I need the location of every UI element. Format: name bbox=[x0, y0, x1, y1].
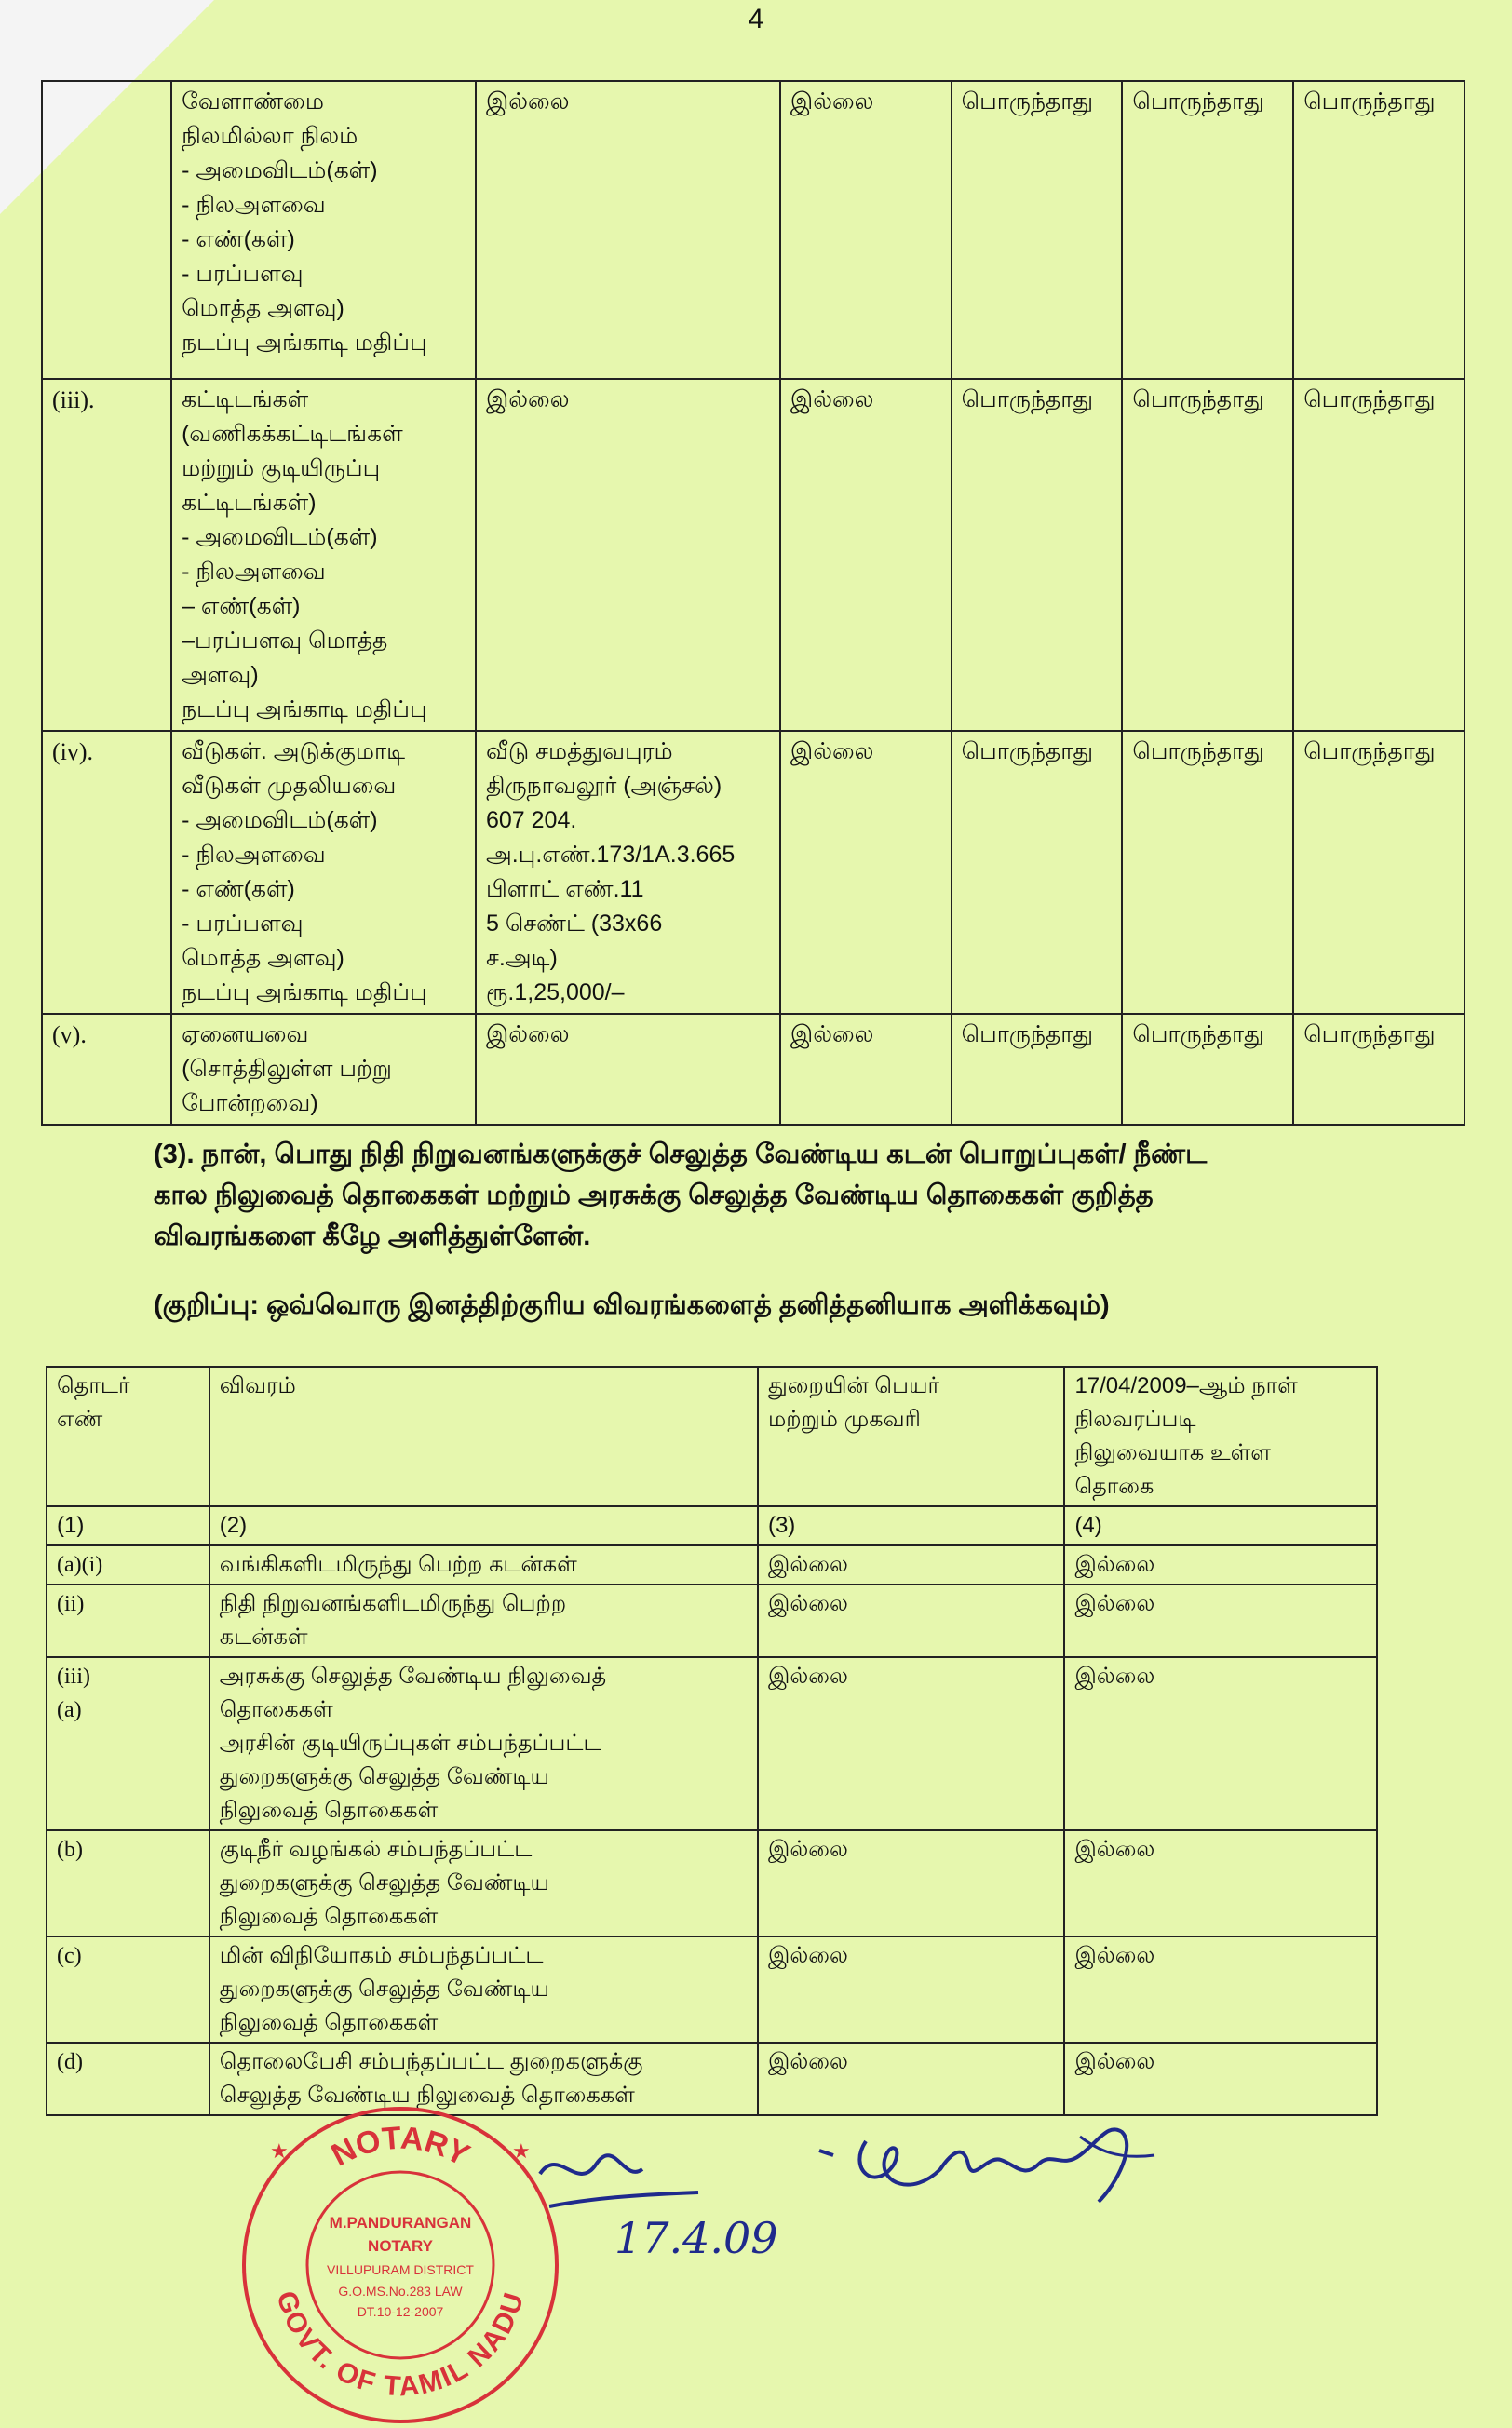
department-line: இல்லை bbox=[767, 2049, 848, 2074]
asset-description-line: நிலமில்லா நிலம் bbox=[182, 123, 358, 149]
cell-value bbox=[1293, 1014, 1465, 1125]
asset-description-line: (சொத்திலுள்ள பற்று bbox=[182, 1056, 392, 1082]
liability-description bbox=[209, 1657, 758, 1830]
amount-line: இல்லை bbox=[1074, 1943, 1155, 1968]
table-row bbox=[42, 1014, 1465, 1125]
column-header-line: 17/04/2009–ஆம் நாள் bbox=[1074, 1373, 1298, 1398]
asset-description-line: மொத்த அளவு) bbox=[182, 295, 344, 321]
cell-value-line: இல்லை bbox=[790, 738, 874, 764]
table-row bbox=[42, 731, 1465, 1014]
liability-description-line: செலுத்த வேண்டிய நிலுவைத் தொகைகள் bbox=[219, 2083, 635, 2108]
liability-description-line: நிதி நிறுவனங்களிடமிருந்து பெற்ற bbox=[219, 1591, 567, 1616]
asset-description-line: - நிலஅளவை bbox=[182, 559, 326, 585]
column-header bbox=[209, 1367, 758, 1506]
asset-description bbox=[171, 731, 476, 1014]
cell-value bbox=[1293, 81, 1465, 379]
asset-detail bbox=[476, 379, 780, 731]
asset-detail-line: வீடு சமத்துவபுரம் bbox=[485, 738, 673, 764]
column-number bbox=[209, 1506, 758, 1545]
amount-line: இல்லை bbox=[1074, 2049, 1155, 2074]
cell-value-line: பொருந்தாது bbox=[1132, 1021, 1264, 1047]
cell-value bbox=[780, 379, 952, 731]
asset-description-line: வீடுகள். அடுக்குமாடி bbox=[182, 738, 405, 764]
asset-description-line: மொத்த அளவு) bbox=[182, 945, 344, 971]
department bbox=[758, 1830, 1064, 1936]
liability-description-line: வங்கிகளிடமிருந்து பெற்ற கடன்கள் bbox=[219, 1552, 577, 1577]
row-number bbox=[42, 81, 171, 379]
column-header-line: மற்றும் முகவரி bbox=[767, 1407, 921, 1432]
asset-description-line: நடப்பு அங்காடி மதிப்பு bbox=[182, 696, 427, 722]
column-number-line: (4) bbox=[1074, 1513, 1102, 1538]
row-number bbox=[47, 1657, 209, 1830]
liability-description-line: குடிநீர் வழங்கல் சம்பந்தப்பட்ட bbox=[219, 1837, 533, 1862]
table-row bbox=[47, 1545, 1377, 1585]
cell-value bbox=[1122, 81, 1293, 379]
cell-value-line: பொருந்தாது bbox=[1132, 386, 1264, 412]
liability-description-line: மின் விநியோகம் சம்பந்தப்பட்ட bbox=[219, 1943, 544, 1968]
handwritten-signature-date bbox=[521, 2137, 801, 2276]
column-number-line: (2) bbox=[219, 1513, 248, 1538]
row-number-line: (b) bbox=[57, 1838, 83, 1862]
cell-value-line: பொருந்தாது bbox=[961, 738, 1094, 764]
row-number-line: (v). bbox=[52, 1021, 87, 1048]
column-number bbox=[1064, 1506, 1377, 1545]
asset-detail-line: இல்லை bbox=[485, 88, 570, 115]
row-number bbox=[42, 731, 171, 1014]
asset-description-line: – எண்(கள்) bbox=[182, 593, 301, 619]
liability-description-line: தொலைபேசி சம்பந்தப்பட்ட துறைகளுக்கு bbox=[219, 2049, 643, 2074]
asset-detail bbox=[476, 1014, 780, 1125]
cell-value-line: பொருந்தாது bbox=[1132, 738, 1264, 764]
asset-description-line: - அமைவிடம்(கள்) bbox=[182, 807, 378, 833]
svg-text:★: ★ bbox=[512, 2139, 531, 2163]
asset-detail-line: ரூ.1,25,000/– bbox=[485, 979, 625, 1005]
cell-value bbox=[780, 81, 952, 379]
asset-description-line: ஏனையவை bbox=[182, 1021, 309, 1047]
stamp-line: M.PANDURANGAN bbox=[329, 2214, 472, 2232]
asset-description-line: - அமைவிடம்(கள்) bbox=[182, 157, 378, 183]
row-number bbox=[47, 1936, 209, 2043]
paragraph-line: கால நிலுவைத் தொகைகள் மற்றும் அரசுக்கு செலுத்த வேண்டிய தொகைகள் குறித்த bbox=[154, 1180, 1154, 1210]
asset-description-line: - பரப்பளவு bbox=[182, 910, 304, 937]
department bbox=[758, 1657, 1064, 1830]
table-row bbox=[47, 1657, 1377, 1830]
cell-value-line: பொருந்தாது bbox=[1132, 88, 1264, 115]
liability-description-line: அரசுக்கு செலுத்த வேண்டிய நிலுவைத் bbox=[219, 1664, 607, 1689]
column-header bbox=[47, 1367, 209, 1506]
amount bbox=[1064, 1545, 1377, 1585]
department bbox=[758, 1545, 1064, 1585]
asset-description-line: –பரப்பளவு மொத்த bbox=[182, 627, 388, 654]
row-number-line: (iii). bbox=[52, 386, 95, 413]
table-row bbox=[42, 81, 1465, 379]
asset-detail-line: ச.அடி) bbox=[485, 945, 558, 971]
cell-value bbox=[780, 1014, 952, 1125]
asset-description-line: - அமைவிடம்(கள்) bbox=[182, 524, 378, 550]
column-header bbox=[1064, 1367, 1377, 1506]
svg-text:DT.10-12-2007: DT.10-12-2007 bbox=[357, 2304, 444, 2319]
assets-table bbox=[41, 80, 1465, 1126]
liability-description bbox=[209, 1545, 758, 1585]
svg-text:NOTARY: NOTARY bbox=[325, 2120, 476, 2174]
row-number bbox=[47, 2043, 209, 2115]
cell-value-line: பொருந்தாது bbox=[1303, 1021, 1436, 1047]
svg-text:GOVT. OF TAMIL NADU: GOVT. OF TAMIL NADU bbox=[270, 2287, 531, 2403]
liability-description-line: துறைகளுக்கு செலுத்த வேண்டிய bbox=[219, 1870, 550, 1895]
cell-value-line: இல்லை bbox=[790, 386, 874, 412]
asset-description-line: கட்டிடங்கள் bbox=[182, 386, 309, 412]
svg-text:VILLUPURAM DISTRICT: VILLUPURAM DISTRICT bbox=[327, 2262, 474, 2277]
asset-description-line: - நிலஅளவை bbox=[182, 192, 326, 218]
liabilities-table bbox=[46, 1366, 1378, 2116]
cell-value-line: பொருந்தாது bbox=[961, 386, 1094, 412]
cell-value-line: பொருந்தாது bbox=[1303, 386, 1436, 412]
asset-description-line: போன்றவை) bbox=[182, 1090, 318, 1116]
amount bbox=[1064, 2043, 1377, 2115]
department-line: இல்லை bbox=[767, 1552, 848, 1577]
row-number-line: (a) bbox=[57, 1698, 82, 1722]
cell-value-line: பொருந்தாது bbox=[961, 88, 1094, 115]
liability-description-line: நிலுவைத் தொகைகள் bbox=[219, 2010, 439, 2035]
liability-description-line: கடன்கள் bbox=[219, 1625, 308, 1650]
asset-detail-line: இல்லை bbox=[485, 1021, 570, 1047]
column-number-line: (3) bbox=[767, 1513, 796, 1538]
cell-value bbox=[1293, 379, 1465, 731]
row-number bbox=[47, 1585, 209, 1657]
department bbox=[758, 2043, 1064, 2115]
asset-description-line: - நிலஅளவை bbox=[182, 842, 326, 868]
svg-text:G.O.MS.No.283 LAW: G.O.MS.No.283 LAW bbox=[338, 2284, 463, 2299]
column-number bbox=[758, 1506, 1064, 1545]
row-number bbox=[47, 1545, 209, 1585]
cell-value bbox=[1122, 731, 1293, 1014]
asset-description-line: கட்டிடங்கள்) bbox=[182, 490, 317, 516]
column-header bbox=[758, 1367, 1064, 1506]
amount bbox=[1064, 1657, 1377, 1830]
row-number-line: (d) bbox=[57, 2050, 83, 2074]
asset-description-line: வேளாண்மை bbox=[182, 88, 324, 115]
asset-description-line: - எண்(கள்) bbox=[182, 226, 295, 252]
department-line: இல்லை bbox=[767, 1664, 848, 1689]
handwritten-signature bbox=[801, 2113, 1164, 2216]
liability-description-line: நிலுவைத் தொகைகள் bbox=[219, 1904, 439, 1929]
liability-description bbox=[209, 1830, 758, 1936]
row-number-line: (c) bbox=[57, 1944, 82, 1968]
cell-value bbox=[952, 731, 1123, 1014]
row-number-line: (a)(i) bbox=[57, 1553, 103, 1577]
department bbox=[758, 1936, 1064, 2043]
asset-description-line: - பரப்பளவு bbox=[182, 261, 304, 287]
liability-description-line: தொகைகள் bbox=[219, 1697, 333, 1722]
cell-value bbox=[952, 81, 1123, 379]
department bbox=[758, 1585, 1064, 1657]
asset-description bbox=[171, 1014, 476, 1125]
asset-detail-line: 607 204. bbox=[485, 807, 577, 833]
page-number: 4 bbox=[748, 4, 764, 34]
liability-description-line: அரசின் குடியிருப்புகள் சம்பந்தப்பட்ட bbox=[219, 1731, 601, 1756]
row-number-line: (iii) bbox=[57, 1665, 90, 1689]
department-line: இல்லை bbox=[767, 1591, 848, 1616]
amount bbox=[1064, 1830, 1377, 1936]
notary-seal bbox=[233, 2093, 568, 2428]
svg-text:NOTARY: NOTARY bbox=[368, 2237, 433, 2255]
cell-value bbox=[1293, 731, 1465, 1014]
column-header-line: எண் bbox=[57, 1407, 103, 1432]
cell-value bbox=[1122, 379, 1293, 731]
asset-description-line: நடப்பு அங்காடி மதிப்பு bbox=[182, 979, 427, 1005]
column-header-line: தொடர் bbox=[57, 1373, 130, 1398]
table-header-row bbox=[47, 1367, 1377, 1506]
note-text: (குறிப்பு: ஒவ்வொரு இனத்திற்குரிய விவரங்களைத் தனித்தனியாக அளிக்கவும்) bbox=[154, 1290, 1110, 1320]
column-header-line: துறையின் பெயர் bbox=[767, 1373, 940, 1398]
row-number bbox=[42, 379, 171, 731]
liability-description-line: துறைகளுக்கு செலுத்த வேண்டிய bbox=[219, 1764, 550, 1789]
table-row bbox=[47, 1936, 1377, 2043]
table-row bbox=[47, 1585, 1377, 1657]
asset-description-line: நடப்பு அங்காடி மதிப்பு bbox=[182, 330, 427, 356]
cell-value-line: பொருந்தாது bbox=[961, 1021, 1094, 1047]
amount-line: இல்லை bbox=[1074, 1837, 1155, 1862]
cell-value-line: இல்லை bbox=[790, 1021, 874, 1047]
amount bbox=[1064, 1585, 1377, 1657]
asset-detail-line: அ.பு.எண்.173/1A.3.665 bbox=[485, 842, 736, 868]
row-number bbox=[47, 1830, 209, 1936]
cell-value bbox=[952, 379, 1123, 731]
asset-description bbox=[171, 379, 476, 731]
svg-text:17.4.09: 17.4.09 bbox=[614, 2213, 778, 2263]
amount-line: இல்லை bbox=[1074, 1664, 1155, 1689]
column-header-line: தொகை bbox=[1074, 1474, 1154, 1499]
cell-value bbox=[952, 1014, 1123, 1125]
liability-description-line: துறைகளுக்கு செலுத்த வேண்டிய bbox=[219, 1976, 550, 2002]
row-number-line: (iv). bbox=[52, 738, 94, 765]
amount-line: இல்லை bbox=[1074, 1591, 1155, 1616]
asset-description-line: அளவு) bbox=[182, 662, 259, 688]
cell-value bbox=[780, 731, 952, 1014]
liability-description bbox=[209, 1936, 758, 2043]
column-header-line: விவரம் bbox=[219, 1373, 296, 1398]
asset-description-line: மற்றும் குடியிருப்பு bbox=[182, 455, 381, 481]
cell-value-line: பொருந்தாது bbox=[1303, 88, 1436, 115]
paragraph-line: விவரங்களை கீழே அளித்துள்ளேன். bbox=[154, 1221, 591, 1251]
liability-description bbox=[209, 1585, 758, 1657]
cell-value-line: இல்லை bbox=[790, 88, 874, 115]
column-number-line: (1) bbox=[57, 1513, 85, 1538]
section-3-paragraph bbox=[154, 1134, 1457, 1257]
table-row bbox=[42, 379, 1465, 731]
asset-detail-line: 5 செண்ட் (33x66 bbox=[485, 910, 663, 937]
column-header-line: நிலுவையாக உள்ள bbox=[1074, 1440, 1271, 1465]
asset-detail bbox=[476, 731, 780, 1014]
cell-value bbox=[1122, 1014, 1293, 1125]
column-number bbox=[47, 1506, 209, 1545]
department-line: இல்லை bbox=[767, 1943, 848, 1968]
asset-detail-line: பிளாட் எண்.11 bbox=[485, 876, 644, 902]
liability-description-line: நிலுவைத் தொகைகள் bbox=[219, 1798, 439, 1823]
asset-detail bbox=[476, 81, 780, 379]
svg-text:★: ★ bbox=[270, 2139, 289, 2163]
row-number-line: (ii) bbox=[57, 1592, 85, 1616]
cell-value-line: பொருந்தாது bbox=[1303, 738, 1436, 764]
table-row bbox=[47, 1830, 1377, 1936]
asset-description-line: (வணிகக்கட்டிடங்கள் bbox=[182, 421, 403, 447]
asset-description-line: வீடுகள் முதலியவை bbox=[182, 773, 397, 799]
asset-detail-line: இல்லை bbox=[485, 386, 570, 412]
column-number-row bbox=[47, 1506, 1377, 1545]
paragraph-line: (3). நான், பொது நிதி நிறுவனங்களுக்குச் செலுத்த வேண்டிய கடன் பொறுப்புகள்/ நீண்ட bbox=[154, 1140, 1208, 1169]
department-line: இல்லை bbox=[767, 1837, 848, 1862]
row-number bbox=[42, 1014, 171, 1125]
asset-description bbox=[171, 81, 476, 379]
column-header-line: நிலவரப்படி bbox=[1074, 1407, 1196, 1432]
amount bbox=[1064, 1936, 1377, 2043]
amount-line: இல்லை bbox=[1074, 1552, 1155, 1577]
asset-description-line: - எண்(கள்) bbox=[182, 876, 295, 902]
asset-detail-line: திருநாவலூர் (அஞ்சல்) bbox=[485, 773, 722, 799]
